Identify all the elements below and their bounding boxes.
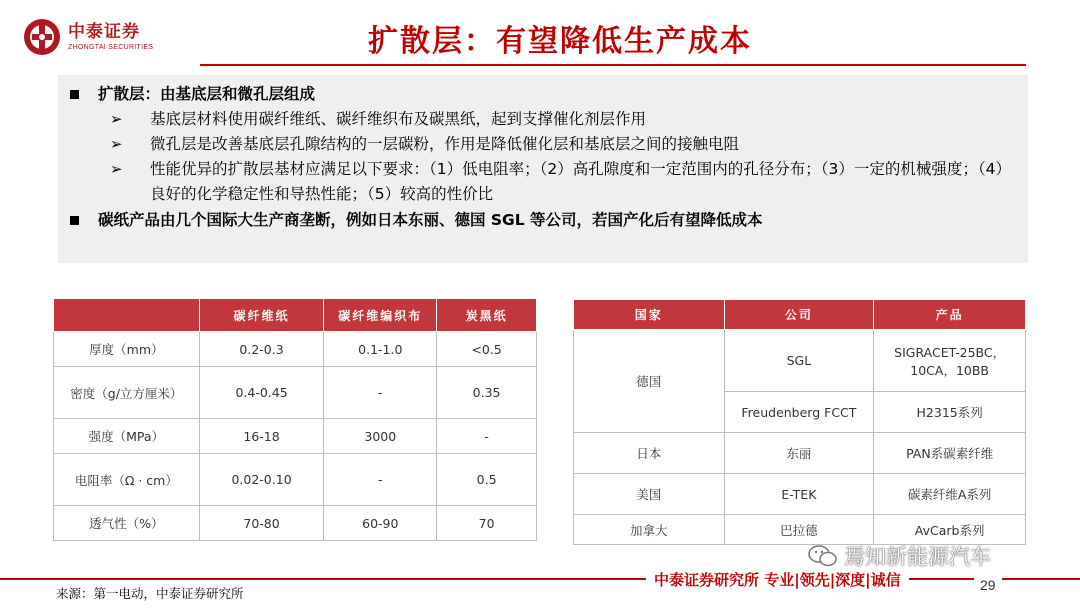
- country-cell: 美国: [574, 474, 725, 515]
- wechat-icon: [808, 544, 838, 568]
- table-row: [54, 506, 537, 541]
- bullet-diffusion-layer: [58, 81, 1028, 107]
- company-cell: Freudenberg FCCT: [724, 392, 874, 433]
- table-cell: -: [324, 454, 437, 506]
- square-bullet-icon: [70, 90, 79, 99]
- company-logo: [22, 14, 172, 60]
- sub-bullet-microporous: [58, 132, 1028, 157]
- table-row: [54, 419, 537, 454]
- table-cell: <0.5: [437, 332, 537, 367]
- header-cell: 碳纤维编织布: [324, 299, 437, 332]
- header-cell: [54, 299, 200, 332]
- logo-english-name: ZHONGTAI SECURITIES: [68, 43, 154, 51]
- footer-divider: [0, 578, 1080, 580]
- table-cell: 3000: [324, 419, 437, 454]
- table-cell: 70-80: [199, 506, 324, 541]
- sub-bullet-text: 基底层材料使用碳纤维纸、碳纤维织布及碳黑纸，起到支撑催化剂层作用: [150, 110, 647, 128]
- arrow-bullet-icon: ➢: [110, 135, 123, 153]
- title-divider: [200, 64, 1026, 66]
- arrow-bullet-icon: ➢: [110, 160, 123, 178]
- sub-bullet-requirements: [58, 157, 1028, 207]
- header-cell: 炭黑纸: [437, 299, 537, 332]
- product-cell: PAN系碳素纤维: [874, 433, 1026, 474]
- row-label: 透气性（%）: [54, 506, 200, 541]
- company-cell: 巴拉德: [724, 515, 874, 545]
- watermark-text: 焉知新能源汽车: [844, 545, 991, 569]
- table-cell: 0.35: [437, 367, 537, 419]
- row-label: 强度（MPa）: [54, 419, 200, 454]
- sub-bullet-text: 微孔层是改善基底层孔隙结构的一层碳粉，作用是降低催化层和基底层之间的接触电阻: [150, 135, 740, 153]
- header-cell: 国家: [574, 300, 725, 330]
- header-cell: 产品: [874, 300, 1026, 330]
- row-label: 密度（g/立方厘米）: [54, 367, 200, 419]
- product-cell: H2315系列: [874, 392, 1026, 433]
- table-cell: 0.02-0.10: [199, 454, 324, 506]
- table-header-row: [54, 299, 537, 332]
- zhongtai-logo-icon: [22, 17, 62, 57]
- company-cell: SGL: [724, 330, 874, 392]
- arrow-bullet-icon: ➢: [110, 110, 123, 128]
- square-bullet-icon: [70, 216, 79, 225]
- table-cell: -: [324, 367, 437, 419]
- table-row: [54, 454, 537, 506]
- slide-title: 扩散层：有望降低生产成本: [368, 24, 752, 59]
- header-cell: 碳纤维纸: [199, 299, 324, 332]
- wechat-watermark: [808, 541, 991, 571]
- bullet-text: 扩散层：由基底层和微孔层组成: [98, 85, 316, 103]
- footer-brand: 中泰证券研究所 专业|领先|深度|诚信: [646, 570, 909, 590]
- table-row: [574, 433, 1026, 474]
- row-label: 厚度（mm）: [54, 332, 200, 367]
- table-header-row: [574, 300, 1026, 330]
- source-note: 来源：第一电动，中泰证券研究所: [56, 586, 244, 601]
- sub-bullet-substrate: [58, 107, 1028, 132]
- table-row: [54, 332, 537, 367]
- table-cell: 0.1-1.0: [324, 332, 437, 367]
- logo-chinese-name: 中泰证券: [68, 21, 140, 42]
- table-cell: -: [437, 419, 537, 454]
- product-cell: SIGRACET-25BC，10CA，10BB: [874, 330, 1026, 392]
- sub-bullet-text: 性能优异的扩散层基材应满足以下要求：（1）低电阻率；（2）高孔隙度和一定范围内的孔径分布；（3）一定的机械强度；（4）良好的化学稳定性和导热性能；（5）较高的性价比: [150, 160, 1004, 203]
- table-cell: 0.5: [437, 454, 537, 506]
- country-cell: 加拿大: [574, 515, 725, 545]
- header-cell: 公司: [724, 300, 874, 330]
- table-cell: 0.4-0.45: [199, 367, 324, 419]
- table-cell: 0.2-0.3: [199, 332, 324, 367]
- material-properties-table: [53, 298, 537, 541]
- bullet-text: 碳纸产品由几个国际大生产商垄断，例如日本东丽、德国 SGL 等公司，若国产化后有望降低成本: [98, 211, 763, 229]
- country-cell: 日本: [574, 433, 725, 474]
- table-cell: 16-18: [199, 419, 324, 454]
- product-cell: AvCarb系列: [874, 515, 1026, 545]
- page-number: 29: [974, 577, 1002, 593]
- table-cell: 60-90: [324, 506, 437, 541]
- manufacturers-table: [573, 299, 1026, 545]
- table-cell: 70: [437, 506, 537, 541]
- table-row: [574, 515, 1026, 545]
- table-row: [574, 330, 1026, 392]
- table-row: [54, 367, 537, 419]
- company-cell: E-TEK: [724, 474, 874, 515]
- company-cell: 东丽: [724, 433, 874, 474]
- country-cell: 德国: [574, 330, 725, 433]
- bullet-box: [58, 75, 1028, 263]
- row-label: 电阻率（Ω · cm）: [54, 454, 200, 506]
- table-row: [574, 474, 1026, 515]
- bullet-carbon-paper: [58, 207, 1028, 233]
- product-cell: 碳素纤维A系列: [874, 474, 1026, 515]
